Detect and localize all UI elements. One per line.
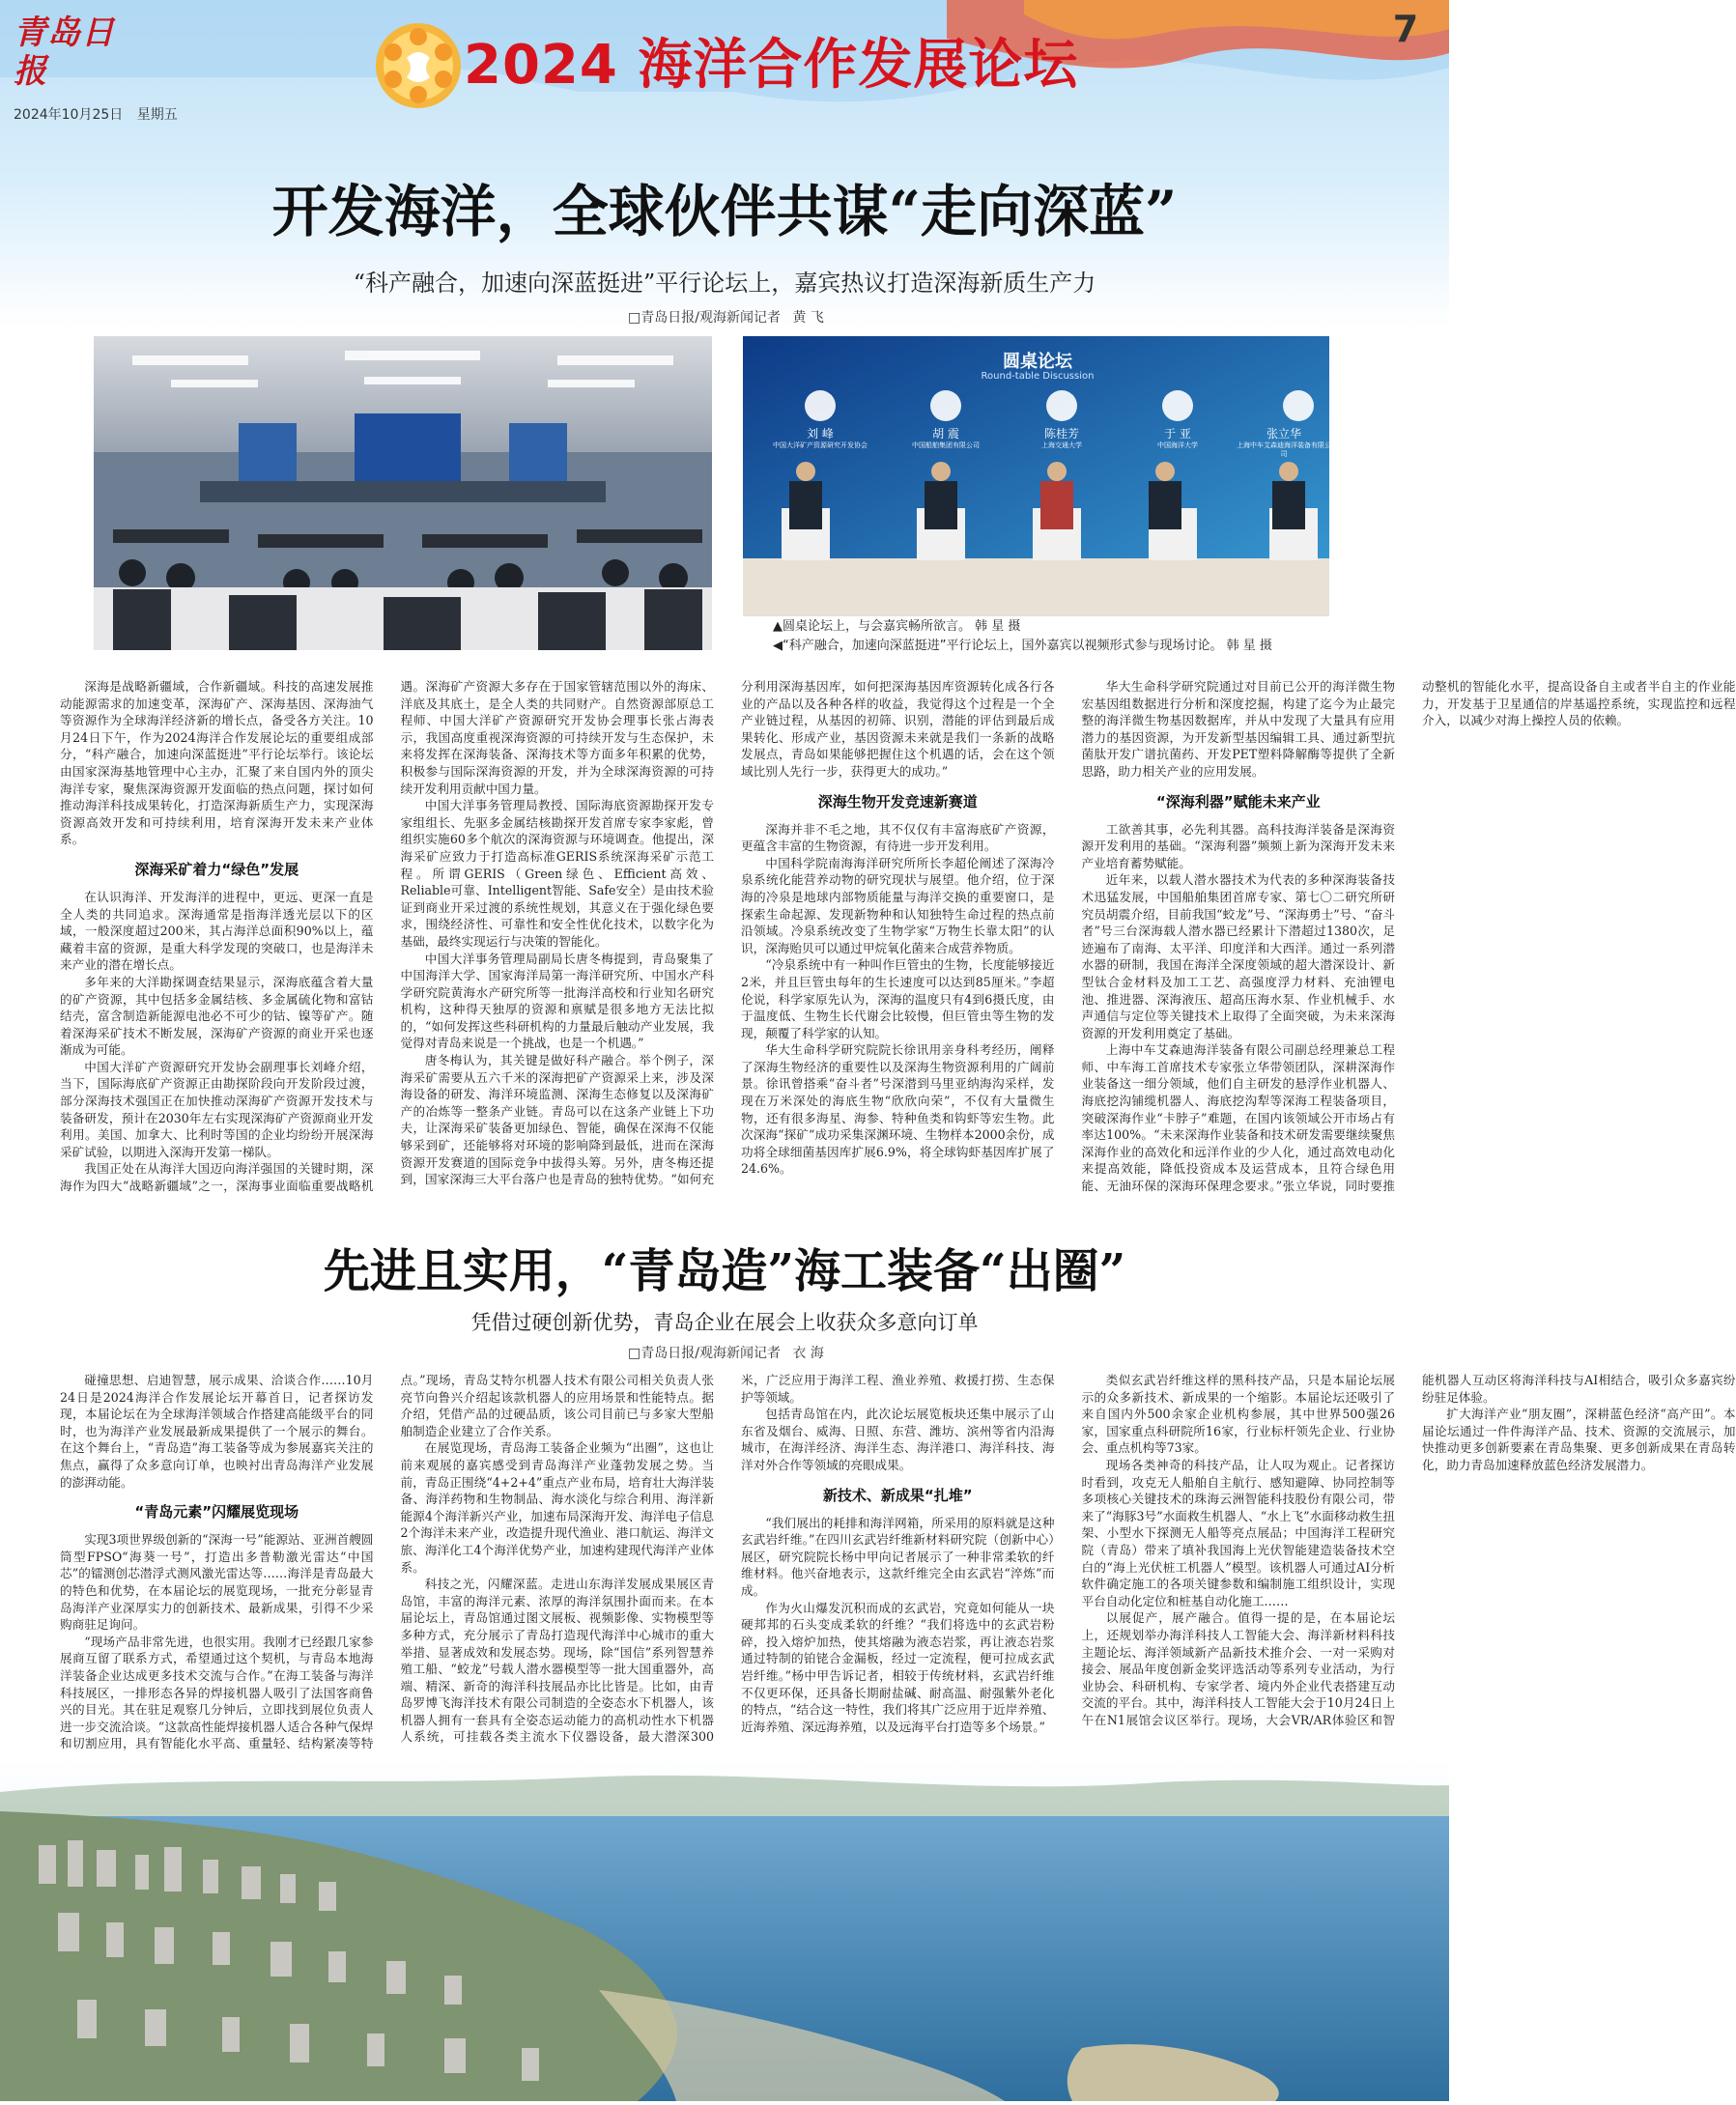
article1-paragraph: 深海是战略新疆域，合作新疆域。科技的高速发展推动能源需求的加速变革，深海矿产、深海基因、深海油气等资源作为全球海洋经济新的增长点，备受各方关注。10月24日下午，作为2024海洋合作发展论坛的重要组成部分，“科产融合，加速向深蓝挺进”平行论坛举行。该论坛由国家深海基地管理中心主办，汇聚了来自国内外的顶尖海洋专家，聚焦深海资源开发面临的热点问题，探讨如何推动海洋科技成果转化，打造深海新质生产力，实现深海资源高效开发和可持续利用，培育深海开发未来产业体系。: [60, 679, 374, 847]
article2-title: 先进且实用，“青岛造”海工装备“出圈”: [323, 1244, 1126, 1298]
city-panorama-photo: [0, 1758, 1449, 2101]
article1-byline: [628, 307, 879, 327]
issue-weekday: 星期五: [136, 107, 178, 123]
byline-author: 衣 海: [792, 1346, 824, 1361]
panelist-3: [1013, 425, 1110, 450]
article1-paragraph: 华大生命科学研究院院长徐讯用亲身科考经历，阐释了深海生物经济的重要性以及深海生物资源利用的广阔前景。徐讯曾搭乘“奋斗者”号深潜到马里亚纳海沟采样，发现在万米深处的海底生物“欣欣向荣”，不仅有大量微生物，还有很多海星、海参、特种鱼类和钩虾等宏生物。此次深海“探矿”成功采集深渊环境、生物样本2000余份，成功将全球细菌基因库扩展6.9%，将全球钩虾基因库扩展了24.6%。: [741, 1042, 1055, 1177]
article1-section-1: [60, 678, 374, 848]
article2-paragraph: 作为火山爆发沉积而成的玄武岩，究竟如何能从一块硬邦邦的石头变成柔软的纤维？“我们将选中的玄武岩粉碎，投入熔炉加热，使其熔融为液态岩浆，再让液态岩浆通过特制的铂铑合金漏板，经过一定流程，便可拉成玄武岩纤维。”杨中甲告诉记者，相较于传统材料，玄武岩纤维不仅更环保，还具备长期耐盐碱、耐高温、耐强紫外老化的特点，“结合这一特性，我们将其广泛应用于近岸养殖、近海养殖、深远海养殖，以及远海平台打造等多个场景。”: [741, 1600, 1055, 1734]
forum-logo-icon: [372, 19, 465, 112]
article1-paragraph: 多年来的大洋勘探调查结果显示，深海底蕴含着大量的矿产资源，其中包括多金属结核、多金属硫化物和富钴结壳，富含制造新能源电池必不可少的钴、镍等矿产。随着深海采矿技术不断发展，深海矿产资源的商业开采也逐渐成为可能。: [60, 974, 374, 1058]
article2-paragraph: 科技之光，闪耀深蓝。走进山东海洋发展成果展区青岛馆，丰富的海洋元素、浓厚的海洋氛围扑面而来。在本届论坛上，青岛馆通过图文展板、视频影像、实物模型等多种方式，充分展示了青岛打造现代海洋中心城市的重大举措、显著成效和发展态势。现场，除“国信”系列智慧养殖工船、“蛟龙”号载人潜水器模型等一批大国重器外，高端、精深、新奇的海洋科技展品亦比比皆是。比如，由青岛罗博飞海洋技术有限公司制造的全姿态水下机器人，该机器人拥有一套具有全姿态运动能力的高机动性水下机器人系统，可挂载各类主流水下仪器设备，最大潜深300米，广泛应用于海洋工程、渔业养殖、救援打捞、生态保护等领域。: [400, 1373, 1055, 1745]
photo-caption-1: ▲圆桌论坛上，与会嘉宾畅所欲言。 韩 星 摄: [773, 619, 1021, 634]
article1-paragraph: 中国科学院南海海洋研究所所长李超伦阐述了深海冷泉系统化能营养动物的研究现状与展望。他介绍，位于深海的冷泉是地球内部物质能量与海洋交换的重要窗口，是探索生命起源、发现新物种和认知独特生命过程的热点前沿领域。冷泉系统改变了生物学家“万物生长靠太阳”的认识，深海贻贝可以通过甲烷氧化菌来合成营养物质。: [741, 855, 1055, 955]
coastline-illustration: [0, 1758, 1449, 2101]
panelist-4-name: 于 亚: [1164, 427, 1191, 441]
article2-byline: [628, 1343, 879, 1362]
article2-paragraph: 现场各类神奇的科技产品，让人叹为观止。记者探访时看到，攻克无人船舶自主航行、感知避障、协同控制等多项核心关键技术的珠海云洲智能科技股份有限公司，带来了“海豚3号”水面救生机器人、“水上飞”水面移动救生扭架、小型水下探测无人船等亮点展品；中国海洋工程研究院（青岛）带来了填补我国海上光伏智能建造装备技术空白的“海上光伏桩工机器人”模型。该机器人可通过AI分析软件确定施工的各项关键参数和编制施工组织设计，实现平台自动化定位和桩基自动化施工……: [1081, 1457, 1395, 1608]
panel-title: 圆桌论坛: [1003, 352, 1072, 372]
article2-paragraph: “我们展出的耗排和海洋网箱，所采用的原料就是这种玄武岩纤维。”在四川玄武岩纤维新材料研究院（创新中心）展区，研究院院长杨中甲向记者展示了一种非常柔软的纤维材料。他兴奋地表示，这款纤维完全由玄武岩“淬炼”而成。: [741, 1515, 1055, 1598]
article2-subtitle: 凭借过硬创新优势，青岛企业在展会上收获众多意向订单: [470, 1311, 979, 1334]
article1-paragraph: 华大生命科学研究院通过对目前已公开的海洋微生物宏基因组数据进行分析和深度挖掘，构建了迄今为止最完整的海洋微生物基因数据库，并从中发现了大量具有应用潜力的基因资源，为开发新型基因编辑工具、通过新型抗菌肽开发广谱抗菌药、开发PET塑料降解酶等提供了全新思路，助力相关产业的应用发展。: [1081, 679, 1395, 779]
photo-forum-venue: [94, 336, 712, 650]
venue-illustration: [94, 336, 712, 650]
article2-section-1: [60, 1372, 374, 1491]
article1-paragraph: 中国大洋矿产资源研究开发协会副理事长刘峰介绍，当下，国际海底矿产资源正由勘探阶段向开发阶段过渡，部分深海技术强国正在加快推动深海矿产资源开发技术与装备研发，预计在2030年左右实现深海矿产资源商业开发利用。美国、加拿大、比利时等国的企业均纷纷开展深海采矿试验，以期进入深海开发第一梯队。: [60, 1059, 374, 1159]
article1-paragraph: 中国大洋事务管理局副局长唐冬梅提到，青岛聚集了中国海洋大学、国家海洋局第一海洋研究所、中国水产科学研究院黄海水产研究所等一批海洋高校和行业知名研究机构，这种得天独厚的资源和禀赋是很多地方无法比拟的，“如何发挥这些科研机构的力量最后触动产业发展，我觉得对青岛来说是一个挑战，也是一个机遇。”: [400, 951, 714, 1051]
article2-paragraph: 实现3项世界级创新的“深海一号”能源站、亚洲首艘圆筒型FPSO“海葵一号”，打造出多普勒激光雷达“中国芯”的镭测创芯潜浮式测风激光雷达等……海洋是青岛最大的特色和优势，在本届论坛的展览现场，一批充分彰显青岛海洋产业深厚实力的创新技术、最新成果，引得不少采购商驻足询问。: [60, 1532, 374, 1633]
article2-paragraph: 在展览现场，青岛海工装备企业频为“出圈”，这也让前来观展的嘉宾感受到青岛海洋产业蓬勃发展之势。当前，青岛正围绕“4+2+4”重点产业布局，培育壮大海洋装备、海洋药物和生物制品、海水淡化与综合利用、海洋新能源4个海洋新兴产业，加速布局深海开发、海洋电子信息2个海洋未来产业，改造提升现代渔业、港口航运、海洋文旅、海洋化工4个海洋优势产业，加速构建现代海洋产业体系。: [400, 1440, 714, 1575]
panel-subtitle: Round-table Discussion: [981, 371, 1095, 382]
panelist-1-name: 刘 峰: [807, 427, 834, 441]
article1-paragraph: 唐冬梅认为，其关键是做好科产融合。举个例子，深海采矿需要从五六千米的深海把矿产资源采上来，涉及深海设备的研发、海洋环境监测、深海生态修复以及深海矿产的冶炼等一整条产业链。青岛可以在这条产业链上下功夫，让深海采矿装备更加绿色、智能，确保在深海不仅能够采到矿，还能够将对环境的影响降到最低，进而在深海资源开发赛道的国际竞争中拔得头筹。另外，唐冬梅还提到，国家深海三大平台落户也是青岛的独特优势。“如何充分利用深海基因库，如何把深海基因库资源转化成各行各业的产品以及各种各样的收益，我觉得这个过程是一个全产业链过程，从基因的初筛、识别，潜能的评估到最后成果转化、形成产业，基因资源未来就是我们一条新的战略发展点，青岛如果能够把握住这个机遇的话，会在这个领域比别人先行一步，获得更大的成功。”: [400, 679, 1055, 1187]
panelist-2-name: 胡 震: [932, 427, 959, 441]
article2-paragraph: 类似玄武岩纤维这样的黑科技产品，只是本届论坛展示的众多新技术、新成果的一个缩影。本届论坛还吸引了来自国内外500余家企业机构参展，其中世界500强26家，国家重点科研院所16家，行业标杆领先企业、行业协会、重点机构等73家。: [1081, 1373, 1395, 1456]
article2-paragraph: 包括青岛馆在内，此次论坛展览板块还集中展示了山东省及烟台、威海、日照、东营、潍坊、滨州等省内沿海城市，在海洋经济、海洋生态、海洋港口、海洋科技、海洋对外合作等领域的亮眼成果。: [741, 1407, 1055, 1472]
section-heading: 深海生物开发竞速新赛道: [817, 792, 978, 811]
panelist-5: [1236, 425, 1332, 459]
panelist-5-name: 张立华: [1266, 427, 1301, 441]
panelist-5-role: 上海中车艾森迪海洋装备有限公司: [1237, 441, 1331, 458]
panelist-1: [772, 425, 868, 450]
byline-outlet: □青岛日报/观海新闻记者: [628, 310, 781, 326]
forum-title: 2024 海洋合作发展论坛: [464, 34, 1079, 97]
panelist-2-role: 中国船舶集团有限公司: [912, 441, 980, 449]
panelist-3-name: 陈桂芳: [1043, 427, 1079, 441]
article1-paragraph: 我国正处在从海洋大国迈向海洋强国的关键时期，深海作为四大“战略新疆域”之一，深海事业面临重要战略机遇。深海矿产资源大多存在于国家管辖范围以外的海床、洋底及其底土，是全人类的共同财产。自然资源部原总工程师、中国大洋矿产资源研究开发协会理事长张占海表示，我国高度重视深海资源的可持续开发与生态保护，未来将发挥在深海装备、深海技术等方面多年积累的优势，积极参与国际深海资源的开发，并为全球深海资源的可持续开发利用贡献中国力量。: [60, 679, 714, 1194]
article1-paragraph: 深海并非不毛之地，其不仅仅有丰富海底矿产资源，更蕴含丰富的生物资源，有待进一步开发利用。: [741, 821, 1055, 854]
dateline: [14, 104, 265, 124]
byline-outlet: □青岛日报/观海新闻记者: [628, 1346, 781, 1361]
article2-paragraph: 扩大海洋产业“朋友圈”，深耕蓝色经济“高产田”。本届论坛通过一件件海洋产品、技术、资源的交流展示，加快推动更多创新要素在青岛集聚、更多创新成果在青岛转化，助力青岛加速释放蓝色经济发展潜力。: [1422, 1407, 1736, 1472]
panelist-4-role: 中国海洋大学: [1157, 441, 1198, 449]
article1-paragraph: 上海中车艾森迪海洋装备有限公司副总经理兼总工程师、中车海工首席技术专家张立华带领团队，深耕深海作业装备这一细分领域，他们自主研发的悬浮作业机器人、海底挖沟铺缆机器人、海底挖沟犁等深海工程装备项目，突破深海作业“卡脖子”难题，在国内该领域公开市场占有率达100%。“未来深海作业装备和技术研发需要继续聚焦深海作业的高效化和远洋作业的少人化，通过高效电动化来提高效能，降低投资成本及运营成本，且符合绿色用能、无油环保的深海环保理念要求。”张立华说，同时要推动整机的智能化水平，提高设备自主或者半自主的作业能力，开发基于卫星通信的岸基遥控系统，实现监控和远程介入，以减少对海上操控人员的依赖。: [1081, 679, 1736, 1194]
photo-caption-2: ◀“科产融合，加速向深蓝挺进”平行论坛上，国外嘉宾以视频形式参与现场讨论。 韩 星 摄: [773, 639, 1272, 653]
article1-paragraph: 工欲善其事，必先利其器。高科技海洋装备是深海资源开发利用的基础。“深海利器”频频上新为深海开发未来产业培育蓄势赋能。: [1081, 821, 1395, 870]
article1-paragraph: 在认识海洋、开发海洋的进程中，更远、更深一直是全人类的共同追求。深海通常是指海洋透光层以下的区域，一般深度超过200米，其占海洋总面积90%以上，蕴藏着丰富的资源，是重大科学发现的突破口，也是海洋未来产业的潜在增长点。: [60, 889, 374, 973]
byline-author: 黄 飞: [792, 310, 824, 326]
article1-paragraph: 中国大洋事务管理局教授、国际海底资源勘探开发专家组组长、先驱多金属结核勘探开发首席专家李家彪，曾组织实施60多个航次的深海资源与环境调查。他提出，深海采矿应致力于打造高标准GERIS系统深海采矿示范工程。所谓GERIS（Green绿色、Efficient高效、Reliable可靠、Intelligent智能、Safe安全）是由技术验证到商业开采过渡的系统性规划，其意义在于强化绿色要求，围绕经济性、可靠性和安全性优化技术，以数字化为基础，最终实现运行与决策的智能化。: [400, 798, 714, 949]
article1-paragraph: 近年来，以载人潜水器技术为代表的多种深海装备技术迅猛发展，中国船舶集团首席专家、第七〇二研究所研究员胡震介绍，目前我国“蛟龙”号、“深海勇士”号、“奋斗者”号三台深海载人潜水器已经累计下潜超过1380次，足迹遍布了南海、太平洋、印度洋和大西洋。通过一系列潜水器的研制，我国在海洋全深度领域的超大潜深设计、新型钛合金材料及加工工艺、高强度浮力材料、充油锂电池、推进器、深海液压、超高压海水泵、作业机械手、水声通信与定位等关键技术上取得了全面突破，为未来深海资源的开发利用奠定了基础。: [1081, 872, 1395, 1040]
article2-body: [60, 1372, 1736, 1758]
photo-roundtable: [743, 336, 1329, 616]
panelist-3-role: 上海交通大学: [1041, 441, 1082, 449]
article1-subtitle: “科产融合，加速向深蓝挺进”平行论坛上，嘉宾热议打造深海新质生产力: [353, 270, 1096, 297]
article2-paragraph: 碰撞思想、启迪智慧，展示成果、洽谈合作……10月24日是2024海洋合作发展论坛开幕首日，记者探访发现，本届论坛在为全球海洋领域合作搭建高能级平台的同时，也为海洋产业发展最新成果提供了一个展示的舞台。在这个舞台上，“青岛造”海工装备等成为参展嘉宾关注的焦点，赢得了众多意向订单，也映衬出青岛海洋产业发展的澎湃动能。: [60, 1373, 374, 1490]
panelist-2: [897, 425, 994, 450]
page-number: 7: [1392, 8, 1419, 50]
article1-body: [60, 678, 1736, 1198]
issue-date: 2024年10月25日: [14, 107, 124, 123]
newspaper-logo: 青岛日报: [14, 14, 115, 91]
section-heading: “深海利器”赋能未来产业: [1155, 792, 1321, 811]
article1-title: 开发海洋，全球伙伴共谋“走向深蓝”: [271, 179, 1178, 244]
panelist-4: [1129, 425, 1226, 450]
article2-paragraph: “现场产品非常先进，也很实用。我刚才已经跟几家参展商互留了联系方式，希望通过这个契机，与青岛本地海洋装备企业达成更多技术交流与合作。”在海工装备与海洋科技展区，一排形态各异的焊接机器人吸引了法国客商鲁兴的目光。其在驻足观察几分钟后，立即找到展位负责人进一步交流洽谈。“这款高性能焊接机器人适合各种气保焊和切割应用，具有智能化水平高、重量轻、结构紧凑等特点。”现场，青岛艾特尔机器人技术有限公司相关负责人张亮节向鲁兴介绍起该款机器人的应用场景和性能特点。据介绍，凭借产品的过硬品质，该公司目前已与多家大型船舶制造企业建立了合作关系。: [60, 1373, 714, 1751]
article1-paragraph: “冷泉系统中有一种叫作巨管虫的生物，长度能够接近2米，并且巨管虫每年的生长速度可以达到85厘米。”李超伦说，科学家原先认为，深海的温度只有4到6摄氏度，由于温度低、生物生长代谢会比较慢，但巨管虫等生物的发现，颠覆了科学家的认知。: [741, 957, 1055, 1040]
section-heading: “青岛元素”闪耀展览现场: [134, 1503, 299, 1522]
panelist-1-role: 中国大洋矿产资源研究开发协会: [773, 441, 868, 449]
section-heading: 深海采矿着力“绿色”发展: [134, 860, 299, 878]
article2-paragraph: 以展促产，展产融合。值得一提的是，在本届论坛上，还规划举办海洋科技人工智能大会、海洋新材料科技主题论坛、海洋领域新产品新技术推介会、一对一采购对接会、展品年度创新金奖评选活动等系列专业活动，为行业协会、科研机构、专家学者、境内外企业代表搭建互动交流的平台。其中，海洋科技人工智能大会于10月24日上午在N1展馆会议区举行。现场，大会VR/AR体验区和智能机器人互动区将海洋科技与AI相结合，吸引众多嘉宾纷纷驻足体验。: [1081, 1373, 1736, 1727]
section-heading: 新技术、新成果“扎堆”: [822, 1486, 973, 1504]
